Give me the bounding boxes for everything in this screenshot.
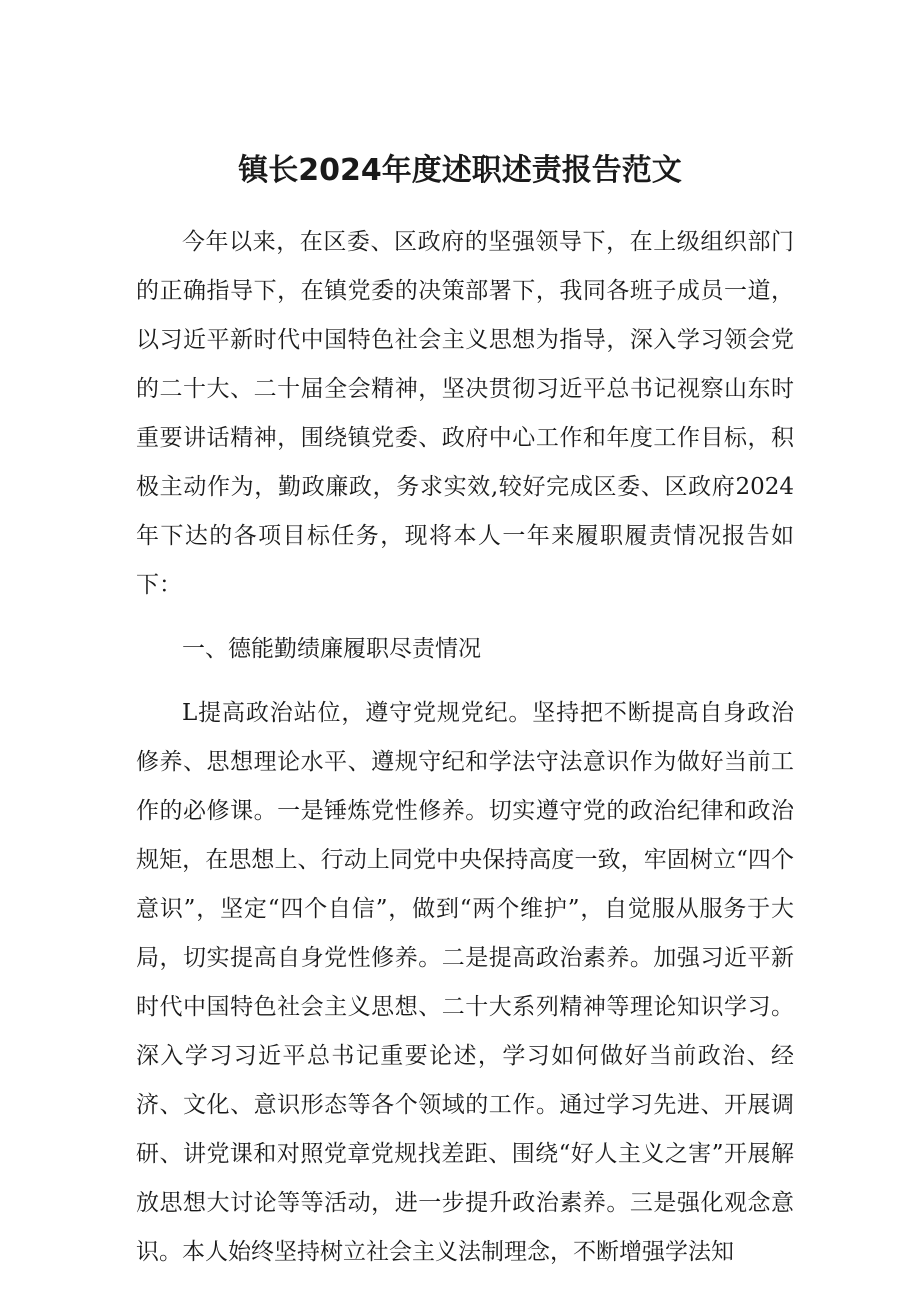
document-title: 镇长2024年度述职述责报告范文	[238, 153, 682, 188]
intro-paragraph: 今年以来，在区委、区政府的坚强领导下，在上级组织部门的正确指导下，在镇党委的决策部署下，我同各班子成员一道，以习近平新时代中国特色社会主义思想为指导，深入学习领会党的二十大、二十届全会精神，坚决贯彻习近平总书记视察山东时重要讲话精神，围绕镇党委、政府中心工作和年度工作目标，积极主动作为，勤政廉政，务求实效,较好完成区委、区政府2024年下达的各项目标任务，现将本人一年来履职履责情况报告如下：	[136, 229, 794, 598]
section-heading: 一、德能勤绩廉履职尽责情况	[182, 636, 481, 662]
document-body	[136, 218, 794, 1277]
section-paragraph: L提高政治站位，遵守党规党纪。坚持把不断提高自身政治修养、思想理论水平、遵规守纪和学法守法意识作为做好当前工作的必修课。一是锤炼党性修养。切实遵守党的政治纪律和政治规矩，在思想上、行动上同党中央保持高度一致，牢固树立“四个意识”，坚定“四个自信”，做到“两个维护”，自觉服从服务于大局，切实提高自身党性修养。二是提高政治素养。加强习近平新时代中国特色社会主义思想、二十大系列精神等理论知识学习。深入学习习近平总书记重要论述，学习如何做好当前政治、经济、文化、意识形态等各个领域的工作。通过学习先进、开展调研、讲党课和对照党章党规找差距、围绕“好人主义之害”开展解放思想大讨论等等活动，进一步提升政治素养。三是强化观念意识。本人始终坚持树立社会主义法制理念，不断增强学法知	[136, 700, 794, 1265]
